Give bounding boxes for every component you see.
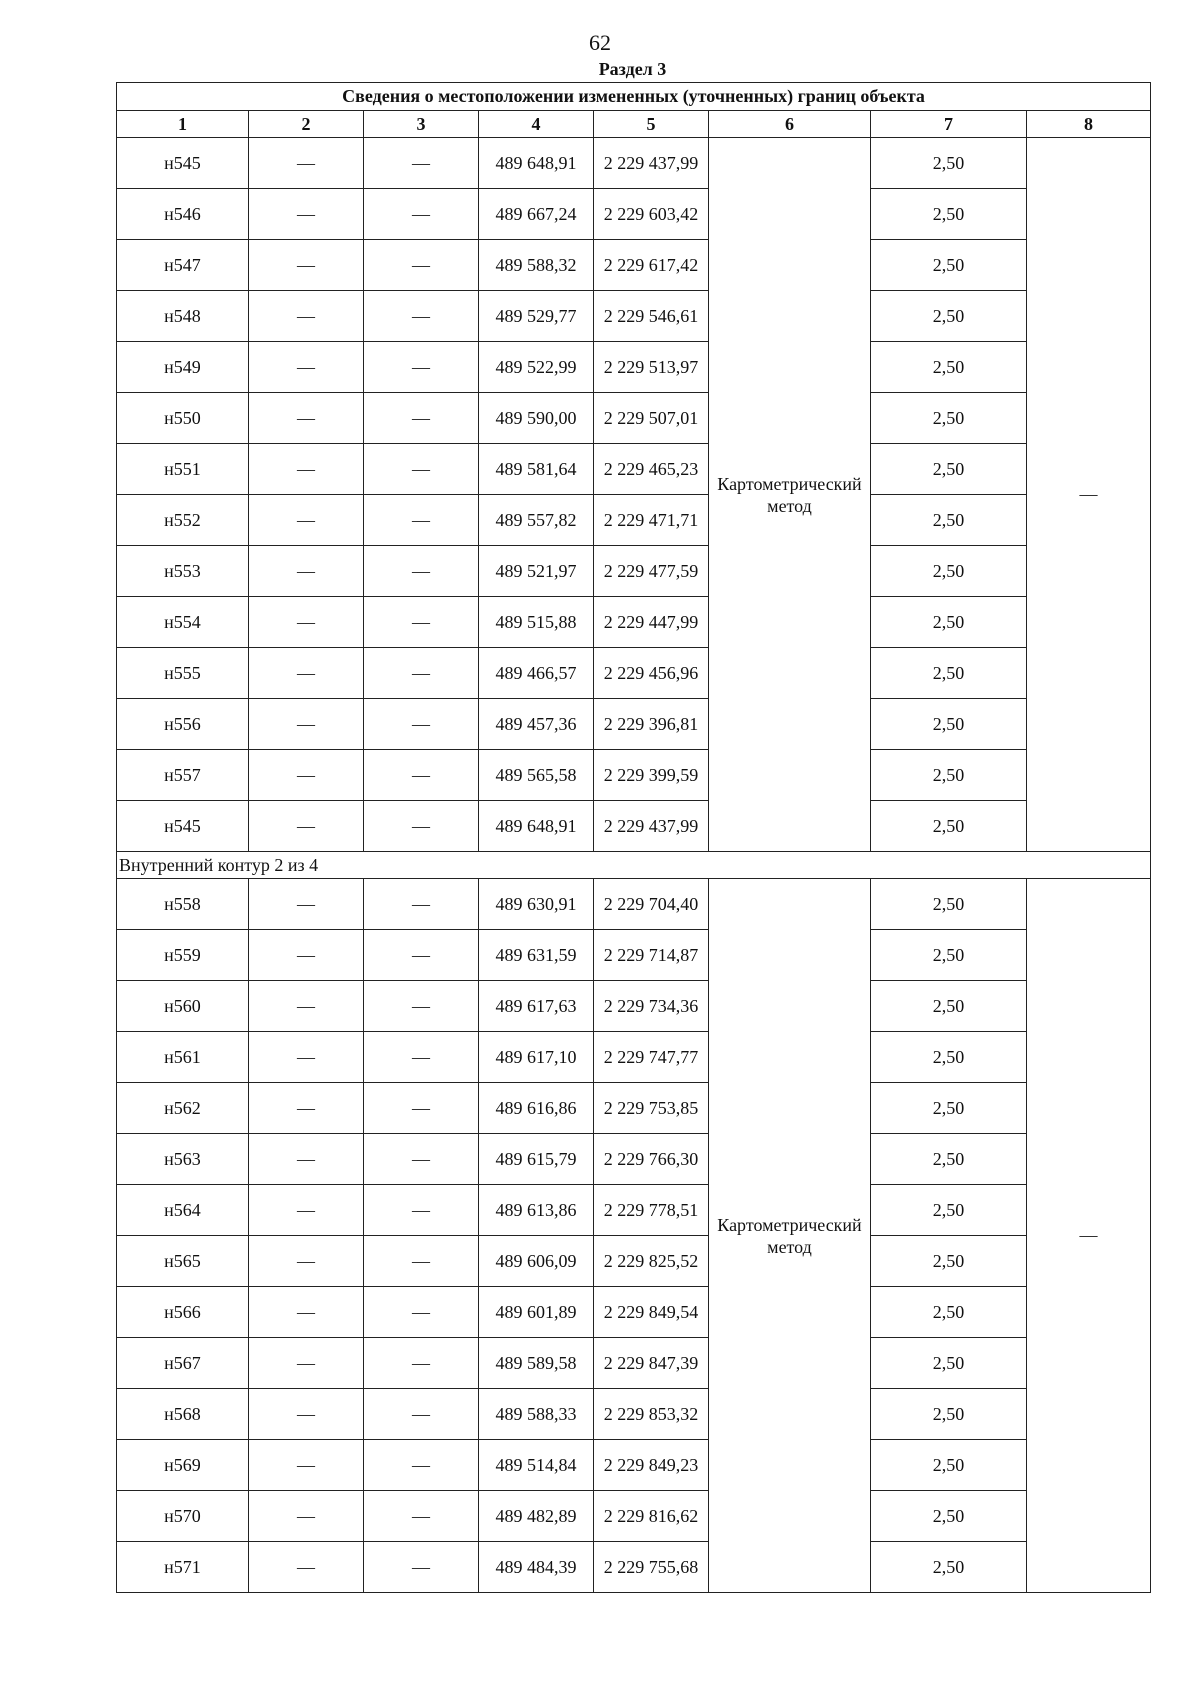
y-coordinate-cell: 2 229 753,85 bbox=[594, 1083, 709, 1134]
point-name-cell: н569 bbox=[117, 1440, 249, 1491]
y-coordinate-cell: 2 229 766,30 bbox=[594, 1134, 709, 1185]
x-coordinate-cell: 489 514,84 bbox=[479, 1440, 594, 1491]
col3-cell: — bbox=[364, 1389, 479, 1440]
table-row bbox=[117, 648, 1151, 699]
y-coordinate-cell: 2 229 447,99 bbox=[594, 597, 709, 648]
table-row bbox=[117, 1185, 1151, 1236]
accuracy-cell: 2,50 bbox=[871, 138, 1027, 189]
col3-cell: — bbox=[364, 1491, 479, 1542]
point-name-cell: н556 bbox=[117, 699, 249, 750]
col3-cell: — bbox=[364, 981, 479, 1032]
col3-cell: — bbox=[364, 1083, 479, 1134]
table-row bbox=[117, 495, 1151, 546]
table-row bbox=[117, 1491, 1151, 1542]
x-coordinate-cell: 489 484,39 bbox=[479, 1542, 594, 1593]
accuracy-cell: 2,50 bbox=[871, 393, 1027, 444]
accuracy-cell: 2,50 bbox=[871, 1338, 1027, 1389]
column-number-4: 4 bbox=[479, 111, 594, 138]
accuracy-cell: 2,50 bbox=[871, 546, 1027, 597]
x-coordinate-cell: 489 630,91 bbox=[479, 879, 594, 930]
point-name-cell: н551 bbox=[117, 444, 249, 495]
point-name-cell: н545 bbox=[117, 138, 249, 189]
accuracy-cell: 2,50 bbox=[871, 495, 1027, 546]
accuracy-cell: 2,50 bbox=[871, 930, 1027, 981]
table-row bbox=[117, 546, 1151, 597]
col2-cell: — bbox=[249, 597, 364, 648]
table-body bbox=[117, 138, 1151, 1593]
x-coordinate-cell: 489 522,99 bbox=[479, 342, 594, 393]
column-number-7: 7 bbox=[871, 111, 1027, 138]
point-name-cell: н564 bbox=[117, 1185, 249, 1236]
col3-cell: — bbox=[364, 801, 479, 852]
col2-cell: — bbox=[249, 1389, 364, 1440]
y-coordinate-cell: 2 229 465,23 bbox=[594, 444, 709, 495]
accuracy-cell: 2,50 bbox=[871, 1542, 1027, 1593]
col2-cell: — bbox=[249, 189, 364, 240]
point-name-cell: н549 bbox=[117, 342, 249, 393]
col2-cell: — bbox=[249, 930, 364, 981]
table-row bbox=[117, 597, 1151, 648]
col3-cell: — bbox=[364, 1032, 479, 1083]
x-coordinate-cell: 489 457,36 bbox=[479, 699, 594, 750]
col2-cell: — bbox=[249, 879, 364, 930]
method-cell: Картометрический метод bbox=[709, 138, 871, 852]
table-title: Сведения о местоположении измененных (уточненных) границ объекта bbox=[117, 83, 1151, 111]
accuracy-cell: 2,50 bbox=[871, 444, 1027, 495]
col2-cell: — bbox=[249, 444, 364, 495]
y-coordinate-cell: 2 229 477,59 bbox=[594, 546, 709, 597]
point-name-cell: н567 bbox=[117, 1338, 249, 1389]
col2-cell: — bbox=[249, 1440, 364, 1491]
x-coordinate-cell: 489 529,77 bbox=[479, 291, 594, 342]
col3-cell: — bbox=[364, 930, 479, 981]
accuracy-cell: 2,50 bbox=[871, 291, 1027, 342]
col2-cell: — bbox=[249, 1185, 364, 1236]
x-coordinate-cell: 489 606,09 bbox=[479, 1236, 594, 1287]
col2-cell: — bbox=[249, 1134, 364, 1185]
table-row bbox=[117, 1134, 1151, 1185]
x-coordinate-cell: 489 648,91 bbox=[479, 801, 594, 852]
accuracy-cell: 2,50 bbox=[871, 1389, 1027, 1440]
col3-cell: — bbox=[364, 1287, 479, 1338]
accuracy-cell: 2,50 bbox=[871, 648, 1027, 699]
col3-cell: — bbox=[364, 1542, 479, 1593]
col2-cell: — bbox=[249, 495, 364, 546]
table-row bbox=[117, 1389, 1151, 1440]
accuracy-cell: 2,50 bbox=[871, 879, 1027, 930]
table-row bbox=[117, 1236, 1151, 1287]
table-row bbox=[117, 240, 1151, 291]
column-number-3: 3 bbox=[364, 111, 479, 138]
col2-cell: — bbox=[249, 1032, 364, 1083]
contour-label: Внутренний контур 2 из 4 bbox=[117, 852, 1151, 879]
col3-cell: — bbox=[364, 879, 479, 930]
y-coordinate-cell: 2 229 816,62 bbox=[594, 1491, 709, 1542]
accuracy-cell: 2,50 bbox=[871, 981, 1027, 1032]
column-number-6: 6 bbox=[709, 111, 871, 138]
table-row bbox=[117, 342, 1151, 393]
y-coordinate-cell: 2 229 546,61 bbox=[594, 291, 709, 342]
accuracy-cell: 2,50 bbox=[871, 1032, 1027, 1083]
x-coordinate-cell: 489 667,24 bbox=[479, 189, 594, 240]
table-row bbox=[117, 291, 1151, 342]
y-coordinate-cell: 2 229 437,99 bbox=[594, 801, 709, 852]
col2-cell: — bbox=[249, 138, 364, 189]
y-coordinate-cell: 2 229 847,39 bbox=[594, 1338, 709, 1389]
col2-cell: — bbox=[249, 546, 364, 597]
point-name-cell: н545 bbox=[117, 801, 249, 852]
col3-cell: — bbox=[364, 597, 479, 648]
point-name-cell: н554 bbox=[117, 597, 249, 648]
col2-cell: — bbox=[249, 1287, 364, 1338]
col3-cell: — bbox=[364, 342, 479, 393]
col2-cell: — bbox=[249, 240, 364, 291]
col2-cell: — bbox=[249, 1491, 364, 1542]
coordinates-table bbox=[116, 82, 1151, 1593]
y-coordinate-cell: 2 229 603,42 bbox=[594, 189, 709, 240]
col8-cell: — bbox=[1027, 138, 1151, 852]
point-name-cell: н571 bbox=[117, 1542, 249, 1593]
x-coordinate-cell: 489 466,57 bbox=[479, 648, 594, 699]
point-name-cell: н568 bbox=[117, 1389, 249, 1440]
col3-cell: — bbox=[364, 138, 479, 189]
col3-cell: — bbox=[364, 1236, 479, 1287]
table-row bbox=[117, 1542, 1151, 1593]
point-name-cell: н565 bbox=[117, 1236, 249, 1287]
col3-cell: — bbox=[364, 546, 479, 597]
y-coordinate-cell: 2 229 747,77 bbox=[594, 1032, 709, 1083]
table-row bbox=[117, 1083, 1151, 1134]
col2-cell: — bbox=[249, 1338, 364, 1389]
col2-cell: — bbox=[249, 699, 364, 750]
accuracy-cell: 2,50 bbox=[871, 342, 1027, 393]
x-coordinate-cell: 489 515,88 bbox=[479, 597, 594, 648]
x-coordinate-cell: 489 565,58 bbox=[479, 750, 594, 801]
col3-cell: — bbox=[364, 699, 479, 750]
col2-cell: — bbox=[249, 750, 364, 801]
accuracy-cell: 2,50 bbox=[871, 750, 1027, 801]
column-number-1: 1 bbox=[117, 111, 249, 138]
x-coordinate-cell: 489 557,82 bbox=[479, 495, 594, 546]
table-row bbox=[117, 699, 1151, 750]
y-coordinate-cell: 2 229 399,59 bbox=[594, 750, 709, 801]
accuracy-cell: 2,50 bbox=[871, 189, 1027, 240]
y-coordinate-cell: 2 229 714,87 bbox=[594, 930, 709, 981]
point-name-cell: н558 bbox=[117, 879, 249, 930]
col3-cell: — bbox=[364, 189, 479, 240]
y-coordinate-cell: 2 229 755,68 bbox=[594, 1542, 709, 1593]
y-coordinate-cell: 2 229 396,81 bbox=[594, 699, 709, 750]
section-title: Раздел 3 bbox=[598, 59, 667, 79]
col3-cell: — bbox=[364, 495, 479, 546]
col3-cell: — bbox=[364, 1338, 479, 1389]
x-coordinate-cell: 489 615,79 bbox=[479, 1134, 594, 1185]
col2-cell: — bbox=[249, 342, 364, 393]
col2-cell: — bbox=[249, 801, 364, 852]
accuracy-cell: 2,50 bbox=[871, 1236, 1027, 1287]
table-row bbox=[117, 1032, 1151, 1083]
accuracy-cell: 2,50 bbox=[871, 1083, 1027, 1134]
col2-cell: — bbox=[249, 291, 364, 342]
x-coordinate-cell: 489 590,00 bbox=[479, 393, 594, 444]
x-coordinate-cell: 489 631,59 bbox=[479, 930, 594, 981]
table-row bbox=[117, 1338, 1151, 1389]
point-name-cell: н546 bbox=[117, 189, 249, 240]
col3-cell: — bbox=[364, 291, 479, 342]
y-coordinate-cell: 2 229 471,71 bbox=[594, 495, 709, 546]
x-coordinate-cell: 489 617,63 bbox=[479, 981, 594, 1032]
col2-cell: — bbox=[249, 1542, 364, 1593]
accuracy-cell: 2,50 bbox=[871, 1491, 1027, 1542]
contour-label-row bbox=[117, 852, 1151, 879]
x-coordinate-cell: 489 617,10 bbox=[479, 1032, 594, 1083]
col2-cell: — bbox=[249, 393, 364, 444]
method-cell: Картометрический метод bbox=[709, 879, 871, 1593]
point-name-cell: н548 bbox=[117, 291, 249, 342]
x-coordinate-cell: 489 588,33 bbox=[479, 1389, 594, 1440]
table-row bbox=[117, 444, 1151, 495]
point-name-cell: н557 bbox=[117, 750, 249, 801]
table-row bbox=[117, 801, 1151, 852]
accuracy-cell: 2,50 bbox=[871, 1287, 1027, 1338]
y-coordinate-cell: 2 229 734,36 bbox=[594, 981, 709, 1032]
x-coordinate-cell: 489 588,32 bbox=[479, 240, 594, 291]
y-coordinate-cell: 2 229 849,23 bbox=[594, 1440, 709, 1491]
point-name-cell: н570 bbox=[117, 1491, 249, 1542]
table-row bbox=[117, 750, 1151, 801]
y-coordinate-cell: 2 229 617,42 bbox=[594, 240, 709, 291]
page-number: 62 bbox=[589, 30, 611, 55]
x-coordinate-cell: 489 482,89 bbox=[479, 1491, 594, 1542]
col3-cell: — bbox=[364, 444, 479, 495]
point-name-cell: н562 bbox=[117, 1083, 249, 1134]
point-name-cell: н563 bbox=[117, 1134, 249, 1185]
column-number-row bbox=[117, 111, 1151, 138]
accuracy-cell: 2,50 bbox=[871, 1440, 1027, 1491]
y-coordinate-cell: 2 229 853,32 bbox=[594, 1389, 709, 1440]
point-name-cell: н559 bbox=[117, 930, 249, 981]
accuracy-cell: 2,50 bbox=[871, 597, 1027, 648]
table-row bbox=[117, 981, 1151, 1032]
point-name-cell: н552 bbox=[117, 495, 249, 546]
col2-cell: — bbox=[249, 981, 364, 1032]
accuracy-cell: 2,50 bbox=[871, 240, 1027, 291]
point-name-cell: н555 bbox=[117, 648, 249, 699]
col8-cell: — bbox=[1027, 879, 1151, 1593]
table-row bbox=[117, 879, 1151, 930]
col3-cell: — bbox=[364, 648, 479, 699]
column-number-2: 2 bbox=[249, 111, 364, 138]
col3-cell: — bbox=[364, 1134, 479, 1185]
col2-cell: — bbox=[249, 648, 364, 699]
x-coordinate-cell: 489 601,89 bbox=[479, 1287, 594, 1338]
col3-cell: — bbox=[364, 393, 479, 444]
y-coordinate-cell: 2 229 778,51 bbox=[594, 1185, 709, 1236]
col3-cell: — bbox=[364, 750, 479, 801]
y-coordinate-cell: 2 229 825,52 bbox=[594, 1236, 709, 1287]
x-coordinate-cell: 489 521,97 bbox=[479, 546, 594, 597]
table-row bbox=[117, 930, 1151, 981]
column-number-5: 5 bbox=[594, 111, 709, 138]
y-coordinate-cell: 2 229 456,96 bbox=[594, 648, 709, 699]
accuracy-cell: 2,50 bbox=[871, 1185, 1027, 1236]
table-row bbox=[117, 138, 1151, 189]
y-coordinate-cell: 2 229 704,40 bbox=[594, 879, 709, 930]
table-row bbox=[117, 189, 1151, 240]
y-coordinate-cell: 2 229 437,99 bbox=[594, 138, 709, 189]
point-name-cell: н553 bbox=[117, 546, 249, 597]
table-row bbox=[117, 393, 1151, 444]
point-name-cell: н547 bbox=[117, 240, 249, 291]
col3-cell: — bbox=[364, 1440, 479, 1491]
point-name-cell: н561 bbox=[117, 1032, 249, 1083]
x-coordinate-cell: 489 589,58 bbox=[479, 1338, 594, 1389]
column-number-8: 8 bbox=[1027, 111, 1151, 138]
point-name-cell: н566 bbox=[117, 1287, 249, 1338]
col3-cell: — bbox=[364, 240, 479, 291]
y-coordinate-cell: 2 229 849,54 bbox=[594, 1287, 709, 1338]
x-coordinate-cell: 489 648,91 bbox=[479, 138, 594, 189]
table-row bbox=[117, 1440, 1151, 1491]
accuracy-cell: 2,50 bbox=[871, 1134, 1027, 1185]
accuracy-cell: 2,50 bbox=[871, 801, 1027, 852]
accuracy-cell: 2,50 bbox=[871, 699, 1027, 750]
table-row bbox=[117, 1287, 1151, 1338]
col3-cell: — bbox=[364, 1185, 479, 1236]
x-coordinate-cell: 489 616,86 bbox=[479, 1083, 594, 1134]
col2-cell: — bbox=[249, 1083, 364, 1134]
point-name-cell: н550 bbox=[117, 393, 249, 444]
y-coordinate-cell: 2 229 507,01 bbox=[594, 393, 709, 444]
col2-cell: — bbox=[249, 1236, 364, 1287]
point-name-cell: н560 bbox=[117, 981, 249, 1032]
y-coordinate-cell: 2 229 513,97 bbox=[594, 342, 709, 393]
x-coordinate-cell: 489 581,64 bbox=[479, 444, 594, 495]
x-coordinate-cell: 489 613,86 bbox=[479, 1185, 594, 1236]
